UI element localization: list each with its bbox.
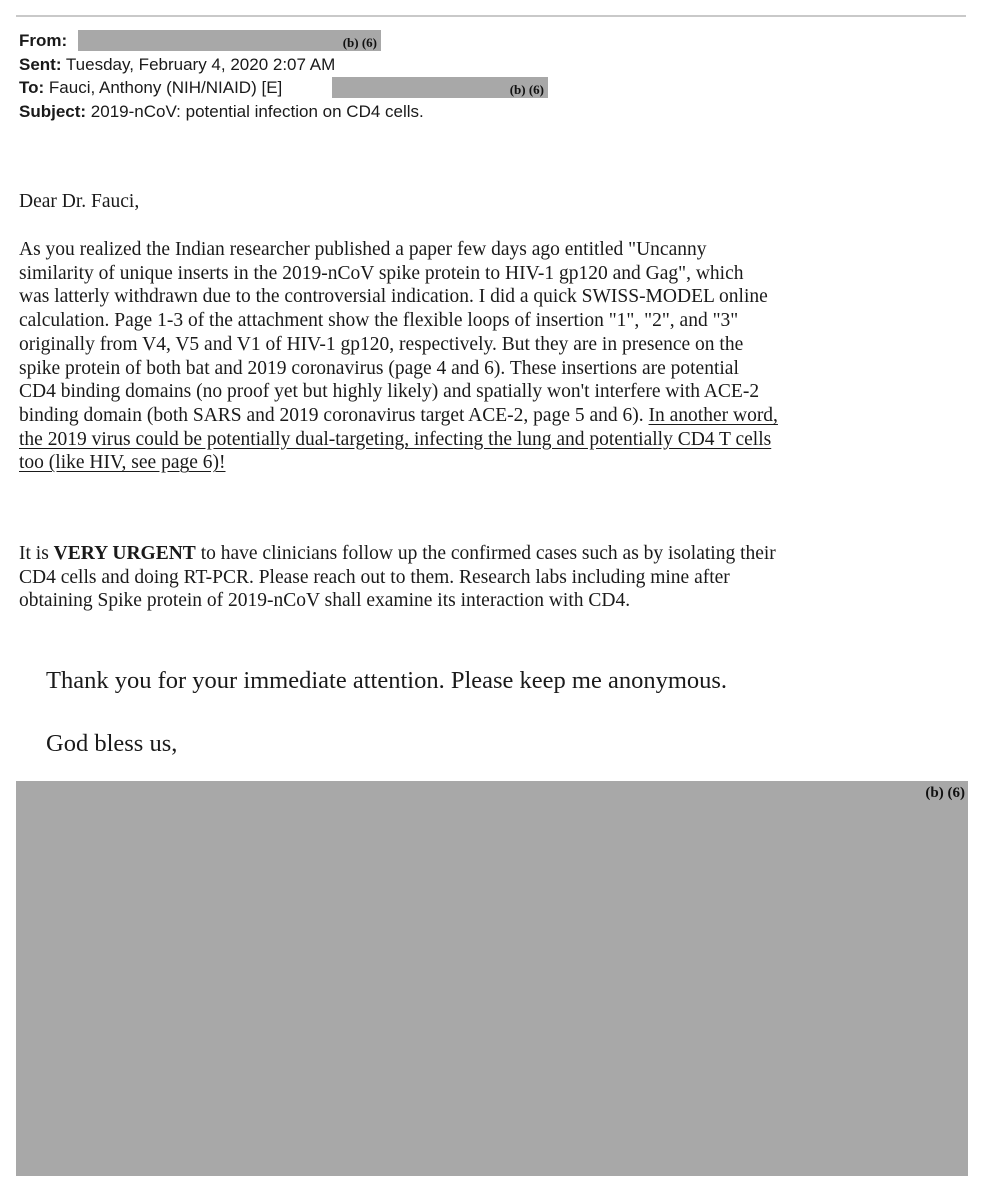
underlined-emphasis: In another word, <box>648 404 778 426</box>
from-line <box>19 29 424 53</box>
paragraph-1 <box>19 238 969 475</box>
underlined-emphasis-line: too (like HIV, see page 6)! <box>19 452 226 474</box>
underlined-emphasis-line: the 2019 virus could be potentially dual-targeting, infecting the lung and potentially CD4 T cells <box>19 428 772 450</box>
paragraph-1-line: similarity of unique inserts in the 2019-nCoV spike protein to HIV-1 gp120 and Gag", which <box>19 262 744 284</box>
paragraph-2 <box>19 542 969 613</box>
to-label: To: <box>19 78 45 97</box>
from-redaction-code: (b) (6) <box>342 35 377 50</box>
from-label: From: <box>19 31 68 50</box>
signature-redaction <box>16 781 968 1176</box>
to-redaction <box>332 77 548 98</box>
urgent-emphasis: VERY URGENT <box>53 543 196 564</box>
paragraph-2-line: obtaining Spike protein of 2019-nCoV shall examine its interaction with CD4. <box>19 590 631 612</box>
paragraph-1-line-8-text: binding domain (both SARS and 2019 coronavirus target ACE-2, page 5 and 6). <box>19 404 649 426</box>
subject-line <box>19 100 424 124</box>
from-redaction <box>78 30 381 51</box>
to-redaction-code: (b) (6) <box>509 82 544 97</box>
paragraph-1-line: As you realized the Indian researcher published a paper few days ago entitled "Uncanny <box>19 239 707 260</box>
paragraph-1-line: originally from V4, V5 and V1 of HIV-1 gp120, respectively. But they are in presence on the <box>19 333 744 355</box>
email-header <box>19 29 544 123</box>
to-value: Fauci, Anthony (NIH/NIAID) [E] <box>48 78 283 97</box>
to-line <box>19 76 544 100</box>
header-divider <box>16 15 966 17</box>
paragraph-2-line <box>19 542 969 566</box>
paragraph-1-line: spike protein of both bat and 2019 coronavirus (page 4 and 6). These insertions are potential <box>19 357 739 379</box>
sent-line <box>19 53 424 77</box>
signature-redaction-code: (b) (6) <box>925 785 965 801</box>
closing-thanks: Thank you for your immediate attention. Please keep me anonymous. <box>46 667 728 694</box>
paragraph-2-start: It is <box>19 543 54 564</box>
paragraph-1-line: calculation. Page 1-3 of the attachment show the flexible loops of insertion "1", "2", and "3" <box>19 310 739 332</box>
subject-label: Subject: <box>19 101 87 121</box>
subject-value: 2019-nCoV: potential infection on CD4 cells. <box>90 101 424 121</box>
salutation: Dear Dr. Fauci, <box>19 191 140 212</box>
closing-blessing: God bless us, <box>46 730 178 757</box>
paragraph-2-end: to have clinicians follow up the confirmed cases such as by isolating their <box>195 543 776 564</box>
paragraph-2-line: CD4 cells and doing RT-PCR. Please reach out to them. Research labs including mine after <box>19 566 730 588</box>
paragraph-1-line <box>19 404 969 428</box>
paragraph-1-line: was latterly withdrawn due to the controversial indication. I did a quick SWISS-MODEL online <box>19 286 768 308</box>
sent-label: Sent: <box>19 54 62 74</box>
sent-value: Tuesday, February 4, 2020 2:07 AM <box>65 54 336 74</box>
paragraph-1-line: CD4 binding domains (no proof yet but highly likely) and spatially won't interfere with ACE-2 <box>19 381 760 403</box>
